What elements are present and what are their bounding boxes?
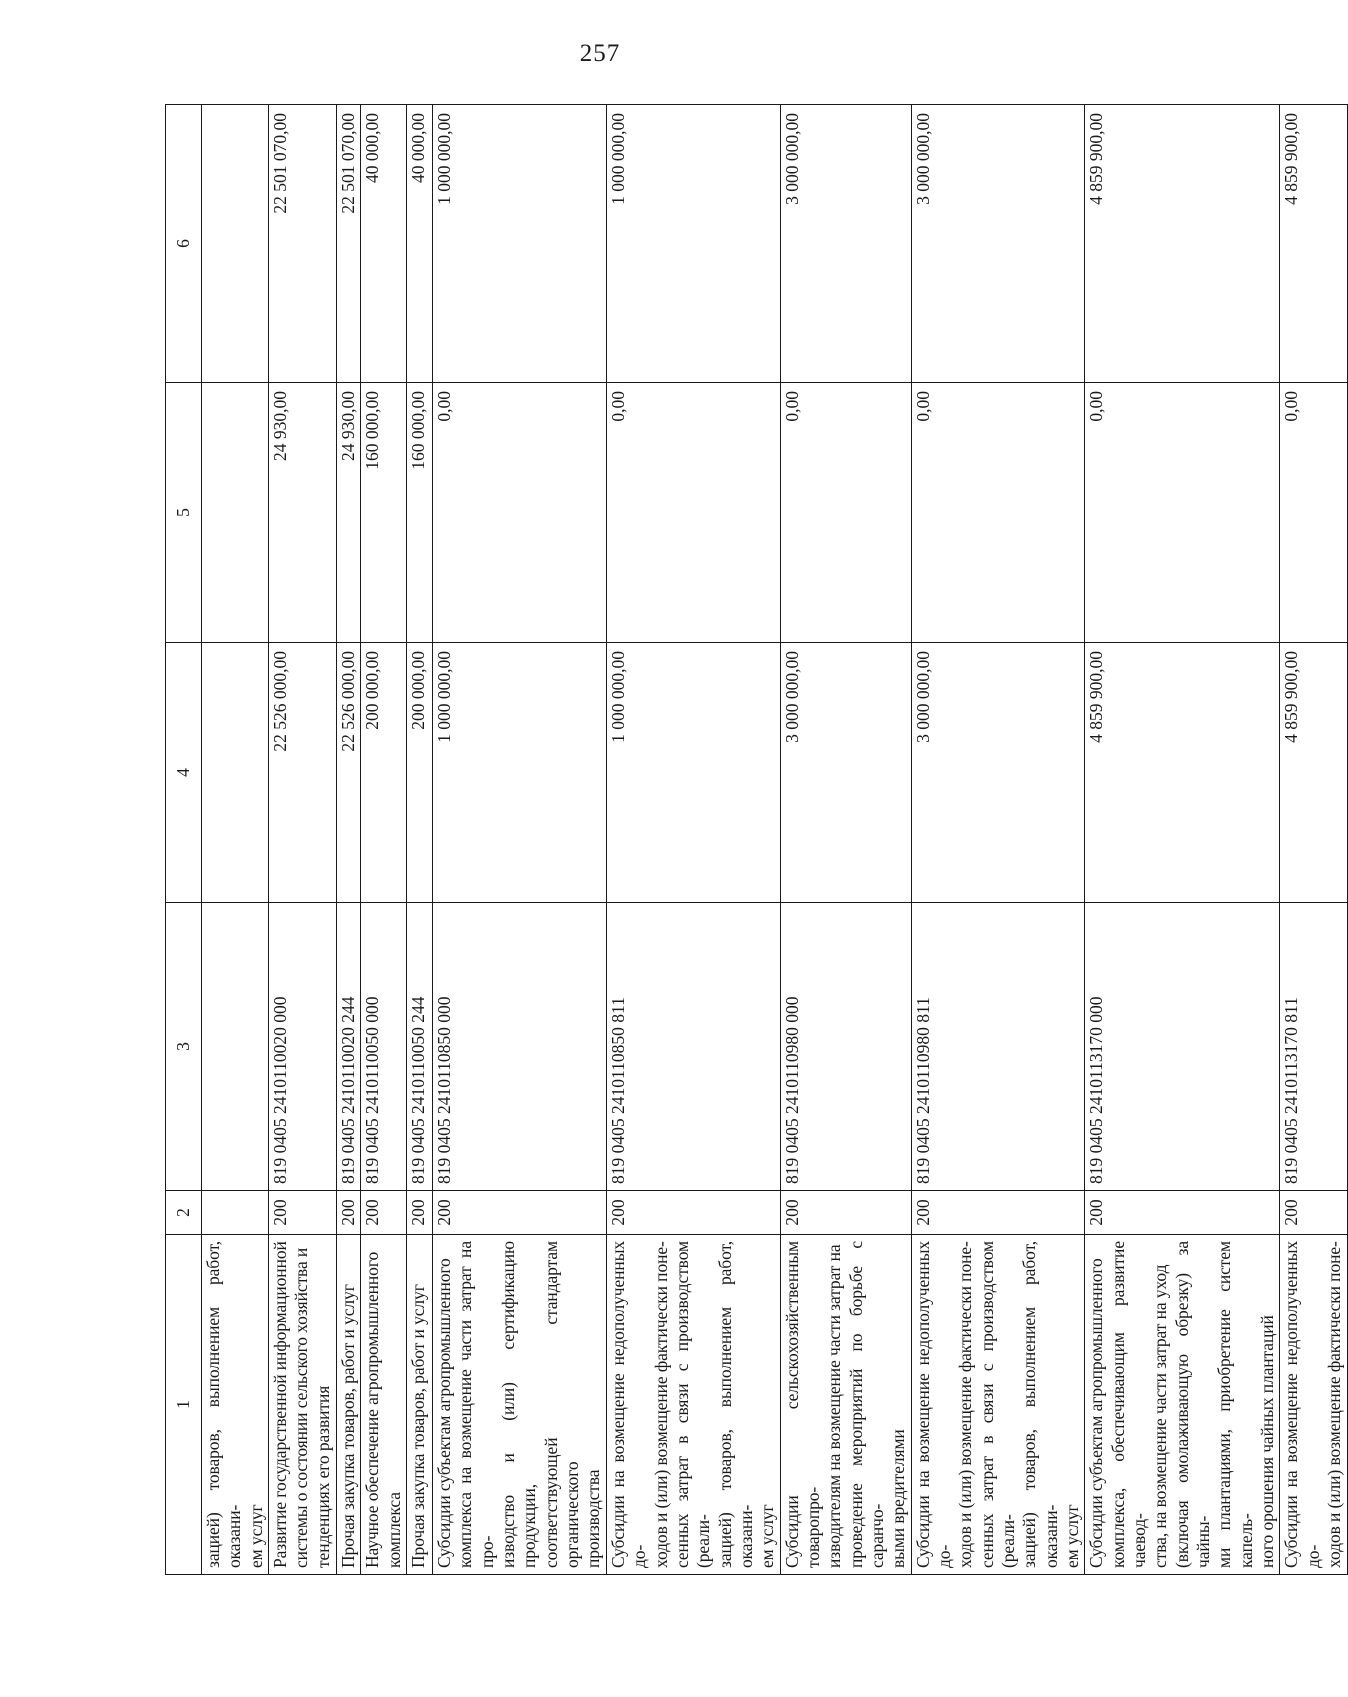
- kvr-cell: 200: [269, 1191, 337, 1235]
- amount-col6-cell: 22 501 070,00: [269, 105, 337, 383]
- amount-col4-cell: 200 000,00: [407, 643, 433, 903]
- table-row: [361, 105, 407, 1575]
- column-number-1: 1: [166, 1235, 202, 1575]
- amount-col6-cell: 4 859 900,00: [1085, 105, 1280, 383]
- amount-col4-cell: 4 859 900,00: [1280, 643, 1347, 903]
- budget-code-cell: 819 0405 2410110980 811: [911, 903, 1085, 1191]
- description-cell: Субсидии на возмещение недополученных до- ходов и (или) возмещение фактически поне-: [1280, 1235, 1347, 1575]
- amount-col5-cell: 0,00: [1085, 383, 1280, 643]
- column-number-4: 4: [166, 643, 202, 903]
- budget-code-cell: 819 0405 2410110850 811: [606, 903, 780, 1191]
- budget-code-cell: 819 0405 2410110050 000: [361, 903, 407, 1191]
- amount-col6-cell: 40 000,00: [361, 105, 407, 383]
- description-cell: Прочая закупка товаров, работ и услуг: [337, 1235, 361, 1575]
- kvr-cell: 200: [337, 1191, 361, 1235]
- amount-col6-cell: [202, 105, 269, 383]
- budget-table-body: [166, 105, 1348, 1575]
- amount-col4-cell: 3 000 000,00: [911, 643, 1085, 903]
- amount-col5-cell: 24 930,00: [269, 383, 337, 643]
- amount-col6-cell: 3 000 000,00: [780, 105, 911, 383]
- kvr-cell: 200: [1280, 1191, 1347, 1235]
- amount-col4-cell: 1 000 000,00: [433, 643, 607, 903]
- budget-code-cell: 819 0405 2410110850 000: [433, 903, 607, 1191]
- amount-col5-cell: 24 930,00: [337, 383, 361, 643]
- column-number-5: 5: [166, 383, 202, 643]
- table-row: [911, 105, 1085, 1575]
- page-number: 257: [579, 40, 621, 67]
- column-number-row: [166, 105, 202, 1575]
- amount-col4-cell: 1 000 000,00: [606, 643, 780, 903]
- table-row: [337, 105, 361, 1575]
- kvr-cell: 200: [361, 1191, 407, 1235]
- amount-col4-cell: 4 859 900,00: [1085, 643, 1280, 903]
- amount-col5-cell: [202, 383, 269, 643]
- kvr-cell: 200: [433, 1191, 607, 1235]
- description-cell: Прочая закупка товаров, работ и услуг: [407, 1235, 433, 1575]
- table-row: [433, 105, 607, 1575]
- amount-col6-cell: 1 000 000,00: [606, 105, 780, 383]
- description-cell: Научное обеспечение агропромышленного комплекса: [361, 1235, 407, 1575]
- description-cell: Субсидии на возмещение недополученных до- ходов и (или) возмещение фактически поне- сенных затрат в связи с производством (реали- зацией) товаров, выполнением работ, оказани- ем услуг: [911, 1235, 1085, 1575]
- amount-col5-cell: 0,00: [1280, 383, 1347, 643]
- description-cell: Субсидии сельскохозяйственным товаропро- изводителям на возмещение части затрат на проведение мероприятий по борьбе с саранчо- выми вредителями: [780, 1235, 911, 1575]
- budget-code-cell: 819 0405 2410113170 000: [1085, 903, 1280, 1191]
- amount-col4-cell: 200 000,00: [361, 643, 407, 903]
- budget-code-cell: [202, 903, 269, 1191]
- table-row: [780, 105, 911, 1575]
- amount-col5-cell: 0,00: [433, 383, 607, 643]
- amount-col6-cell: 3 000 000,00: [911, 105, 1085, 383]
- budget-code-cell: 819 0405 2410110050 244: [407, 903, 433, 1191]
- description-cell: зацией) товаров, выполнением работ, оказани- ем услуг: [202, 1235, 269, 1575]
- kvr-cell: 200: [1085, 1191, 1280, 1235]
- amount-col4-cell: 22 526 000,00: [337, 643, 361, 903]
- description-cell: Субсидии субъектам агропромышленного комплекса, обеспечивающим развитие чаевод- ства, на возмещение части затрат на уход (включая омолаживающую обрезку) за чайны- ми плантациями, приобретение систем капель- ного орошения чайных плантаций: [1085, 1235, 1280, 1575]
- kvr-cell: 200: [407, 1191, 433, 1235]
- amount-col5-cell: 0,00: [606, 383, 780, 643]
- column-number-6: 6: [166, 105, 202, 383]
- table-row: [269, 105, 337, 1575]
- table-row: [407, 105, 433, 1575]
- rotated-table-container: [165, 105, 1345, 1575]
- amount-col6-cell: 22 501 070,00: [337, 105, 361, 383]
- budget-code-cell: 819 0405 2410110020 000: [269, 903, 337, 1191]
- amount-col4-cell: 22 526 000,00: [269, 643, 337, 903]
- budget-code-cell: 819 0405 2410110020 244: [337, 903, 361, 1191]
- description-cell: Развитие государственной информационной системы о состоянии сельского хозяйства и тенденциях его развития: [269, 1235, 337, 1575]
- amount-col5-cell: 0,00: [780, 383, 911, 643]
- budget-code-cell: 819 0405 2410110980 000: [780, 903, 911, 1191]
- description-cell: Субсидии на возмещение недополученных до- ходов и (или) возмещение фактически поне- сенных затрат в связи с производством (реали- зацией) товаров, выполнением работ, оказани- ем услуг: [606, 1235, 780, 1575]
- amount-col6-cell: 1 000 000,00: [433, 105, 607, 383]
- kvr-cell: 200: [606, 1191, 780, 1235]
- budget-code-cell: 819 0405 2410113170 811: [1280, 903, 1347, 1191]
- description-cell: Субсидии субъектам агропромышленного комплекса на возмещение части затрат на про- изводство и (или) сертификацию продукции, соответствующей стандартам органического производства: [433, 1235, 607, 1575]
- kvr-cell: 200: [780, 1191, 911, 1235]
- table-row: [202, 105, 269, 1575]
- table-row: [1085, 105, 1280, 1575]
- amount-col4-cell: 3 000 000,00: [780, 643, 911, 903]
- kvr-cell: [202, 1191, 269, 1235]
- amount-col4-cell: [202, 643, 269, 903]
- table-row: [1280, 105, 1347, 1575]
- column-number-2: 2: [166, 1191, 202, 1235]
- table-row: [606, 105, 780, 1575]
- amount-col5-cell: 0,00: [911, 383, 1085, 643]
- budget-table: [165, 104, 1348, 1575]
- amount-col5-cell: 160 000,00: [361, 383, 407, 643]
- amount-col5-cell: 160 000,00: [407, 383, 433, 643]
- amount-col6-cell: 4 859 900,00: [1280, 105, 1347, 383]
- amount-col6-cell: 40 000,00: [407, 105, 433, 383]
- column-number-3: 3: [166, 903, 202, 1191]
- kvr-cell: 200: [911, 1191, 1085, 1235]
